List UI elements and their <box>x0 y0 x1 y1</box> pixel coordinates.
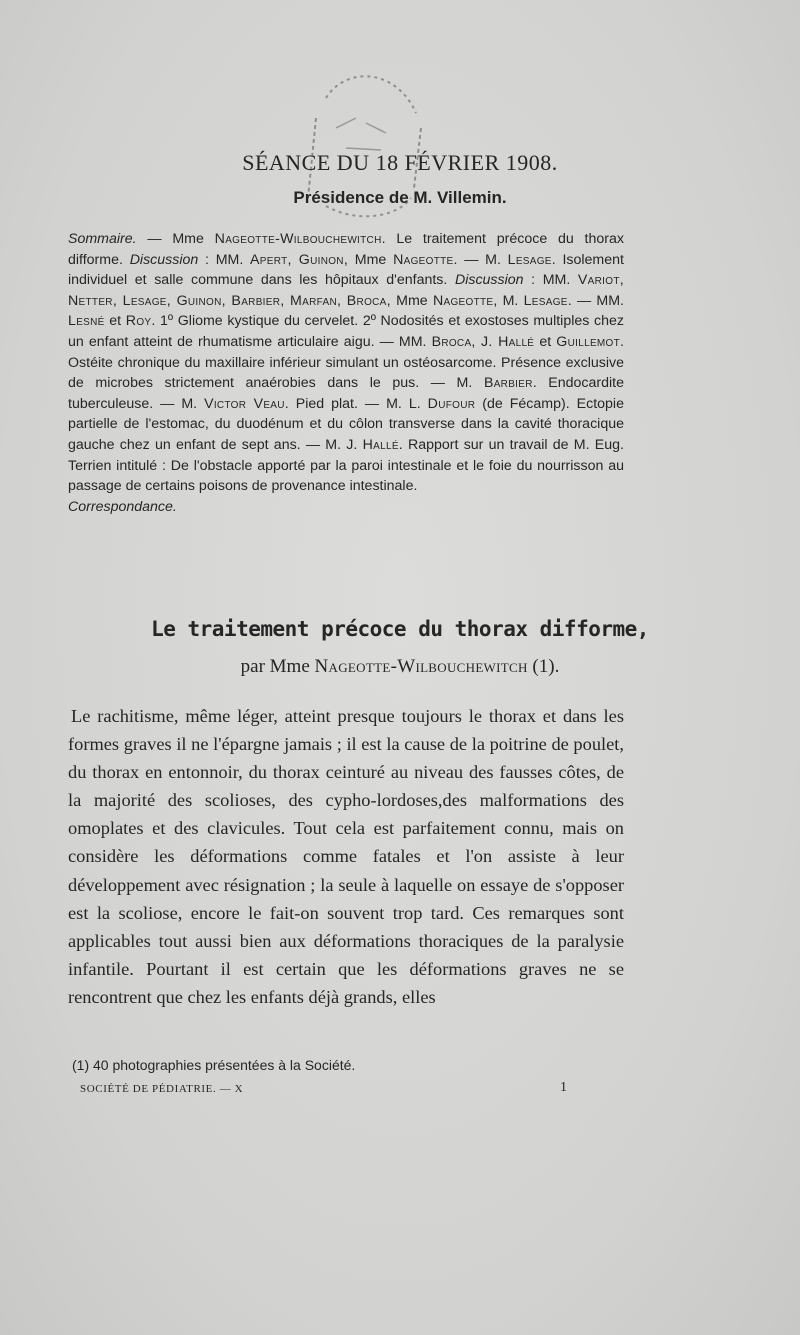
sommaire-name: Nageotte <box>393 251 454 268</box>
presidence-line: Présidence de M. Villemin. <box>293 188 507 207</box>
sommaire-text: , M. <box>493 292 524 309</box>
sommaire-name: Lesné <box>68 313 105 330</box>
article-paragraph: Le rachitisme, même léger, atteint presque toujours le thorax et dans les formes graves il ne l'épargne jamais ; il est la cause de la poitrine de poulet, du thorax en entonnoir, du thorax ceinturé au niveau des fausses côtes, de la majorité des scolioses, des cypho-lordoses,des malformations des omoplates et des clavicules. Tout cela est parfaitement connu, mais on considère les déformations comme fatales et l'on assiste à leur développement avec résignation ; la seule à laquelle on essaye de s'opposer est la scoliose, encore le fait-on souvent trop tard. Ces remarques sont applicables tout aussi bien aux déformations thoraciques de la paralysie infantile. Pourtant il est certain que les déformations graves ne se rencontrent que chez les enfants déjà grands, elles <box>68 706 624 1007</box>
sommaire-discussion: Discussion <box>454 272 524 289</box>
sommaire-name: Nageotte-Wilbouchewitch <box>214 231 382 247</box>
sommaire-text: . Rapport sur un travail de M. Eug. Terrien intitulé : De l'obstacle apporté par la paroi intestinale et le foie du nourrisson au passage de certains poisons de provenance intestinale. <box>68 436 624 495</box>
seance-title: SÉANCE DU 18 FÉVRIER 1908. <box>242 150 558 175</box>
sommaire-text: . — M. <box>453 251 508 268</box>
sommaire-block <box>68 229 624 517</box>
sommaire-name: Lesage <box>507 251 552 268</box>
sommaire-discussion: Discussion <box>129 251 199 268</box>
sommaire-name: Dufour <box>427 395 476 412</box>
page-footer <box>80 1080 600 1101</box>
sommaire-name: Broca, J. Hallé <box>431 333 535 350</box>
author-prefix: par Mme <box>240 656 315 677</box>
sommaire-text: et <box>104 313 126 330</box>
sommaire-name: Guillemot <box>556 333 621 350</box>
sommaire-name: Victor Veau <box>204 395 285 412</box>
sommaire-text: : MM. <box>198 251 251 268</box>
sommaire-text: . — MM. <box>567 292 624 309</box>
sommaire-name: Hallé <box>362 436 399 453</box>
sommaire-text: . 1º Gliome kystique du cervelet. 2º Nodosités et exostoses multiples chez un enfant atteint de rhumatisme articulaire aigu. — MM. <box>68 313 624 350</box>
sommaire-text: . Endocardite tuberculeuse. — M. <box>68 375 624 412</box>
sommaire-text: — Mme <box>136 231 215 247</box>
footer-journal: SOCIÉTÉ DE PÉDIATRIE. — X <box>80 1083 244 1095</box>
sommaire-label: Sommaire. <box>68 231 137 247</box>
article-body <box>68 702 624 1011</box>
sommaire-name: Nageotte <box>432 292 494 309</box>
sommaire-name: Barbier <box>483 375 533 392</box>
article-author <box>0 656 800 678</box>
correspondance-label: Correspondance. <box>68 498 177 515</box>
author-suffix: (1). <box>527 656 560 677</box>
sommaire-name: Apert, Guinon, <box>250 251 349 268</box>
footnote: (1) 40 photographies présentées à la Société. <box>72 1057 356 1073</box>
sommaire-text: Mme <box>348 251 394 268</box>
sommaire-text: . Pied plat. — M. L. <box>284 395 428 412</box>
sommaire-text: . Isolement individuel et salle commune dans les hôpitaux d'enfants. <box>68 251 624 289</box>
sommaire-text: . Ostéite chronique du maxillaire inférieur simulant un ostéosarcome. Présence exclusive de microbes strictement anaérobies dans le pus. — M. <box>68 333 624 392</box>
sommaire-name: Variot, Netter, Lesage, Guinon, Barbier, Marfan, Broca, <box>68 272 624 309</box>
sommaire-text: : MM. <box>523 272 578 289</box>
sommaire-text: . Le traitement précoce du thorax difforme. <box>68 231 624 268</box>
sommaire-text: Mme <box>390 292 433 309</box>
sommaire-name: Roy <box>125 313 152 330</box>
sommaire-text: et <box>534 333 557 350</box>
page-number: 1 <box>560 1080 568 1095</box>
article-title: Le traitement précoce du thorax difforme, <box>151 617 649 641</box>
sommaire-name: Lesage <box>523 292 568 309</box>
author-name: Nageotte-Wilbouchewitch <box>314 656 528 677</box>
sommaire-text: (de Fécamp). Ectopie partielle de l'estomac, du duodénum et du côlon transverse dans la cavité thoracique gauche chez un enfant de sept ans. — M. J. <box>68 395 624 453</box>
